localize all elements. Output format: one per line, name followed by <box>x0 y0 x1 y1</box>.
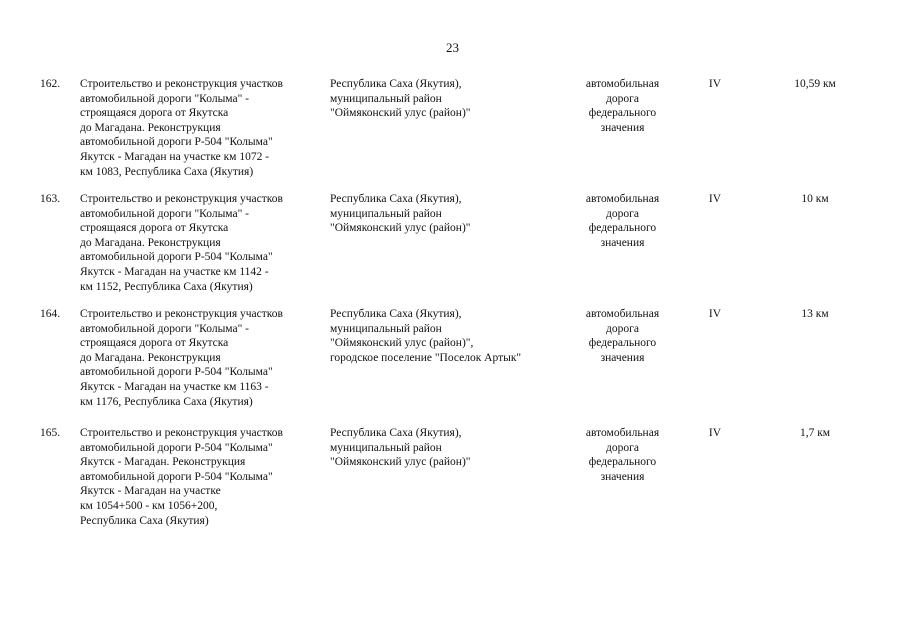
description-line: Строительство и реконструкция участков <box>80 427 283 439</box>
description-line: Якутск - Магадан на участке км 1142 - <box>80 265 269 278</box>
description-line: км 1176, Республика Саха (Якутия) <box>80 395 253 408</box>
description-line: автомобильной дороги Р-504 "Колыма" <box>80 136 273 149</box>
road-type-line: федерального <box>588 107 657 120</box>
road-category: IV <box>708 78 722 90</box>
description-line: Якутск - Магадан. Реконструкция <box>80 456 246 469</box>
description-line: Строительство и реконструкция участков <box>80 193 283 205</box>
object-location <box>330 77 565 121</box>
description-line: автомобильной дороги Р-504 "Колыма" <box>80 470 273 483</box>
road-type-line: автомобильная <box>585 308 660 320</box>
road-type <box>565 426 680 484</box>
row-number: 165. <box>40 427 61 439</box>
description-line: автомобильной дороги "Колыма" - <box>80 92 250 105</box>
road-length: 13 км <box>801 308 829 320</box>
road-type-line: автомобильная <box>585 427 660 439</box>
location-line: "Оймяконский улус (район)" <box>330 456 471 469</box>
description-line: до Магадана. Реконструкция <box>80 236 221 249</box>
road-type-line: дорога <box>606 322 639 335</box>
row-number: 164. <box>40 308 61 320</box>
road-type-line: значения <box>600 236 645 249</box>
road-type-line: значения <box>600 351 645 364</box>
road-type <box>565 192 680 250</box>
description-line: км 1083, Республика Саха (Якутия) <box>80 165 254 178</box>
description-line: строящаяся дорога от Якутска <box>80 222 229 235</box>
object-location <box>330 192 565 236</box>
description-line: Строительство и реконструкция участков <box>80 308 283 320</box>
description-line: строящаяся дорога от Якутска <box>80 337 229 350</box>
road-length: 1,7 км <box>799 427 831 439</box>
location-line: "Оймяконский улус (район)", <box>330 337 474 350</box>
object-description <box>80 192 320 294</box>
road-type-line: федерального <box>588 456 657 469</box>
road-type-line: автомобильная <box>585 193 660 205</box>
road-type-line: федерального <box>588 222 657 235</box>
description-line: до Магадана. Реконструкция <box>80 351 221 364</box>
page-number: 23 <box>446 40 459 55</box>
description-line: км 1054+500 - км 1056+200, <box>80 499 218 512</box>
location-line: Республика Саха (Якутия), <box>330 427 462 439</box>
row-number: 162. <box>40 78 61 90</box>
road-type-line: дорога <box>606 92 639 105</box>
location-line: муниципальный район <box>330 441 442 454</box>
road-category: IV <box>708 427 722 439</box>
description-line: автомобильной дороги "Колыма" - <box>80 322 250 335</box>
location-line: городское поселение "Поселок Артык" <box>330 351 522 364</box>
description-line: до Магадана. Реконструкция <box>80 121 221 134</box>
object-description <box>80 77 320 179</box>
description-line: км 1152, Республика Саха (Якутия) <box>80 280 253 293</box>
description-line: автомобильной дороги Р-504 "Колыма" <box>80 441 273 454</box>
row-number: 163. <box>40 193 61 205</box>
road-length: 10 км <box>801 193 829 205</box>
location-line: "Оймяконский улус (район)" <box>330 222 471 235</box>
road-type <box>565 307 680 365</box>
road-length: 10,59 км <box>794 78 836 90</box>
road-type-line: автомобильная <box>585 78 660 90</box>
location-line: Республика Саха (Якутия), <box>330 193 462 205</box>
road-type <box>565 77 680 135</box>
road-type-line: значения <box>600 470 645 483</box>
road-type-line: федерального <box>588 337 657 350</box>
description-line: Республика Саха (Якутия) <box>80 514 209 527</box>
road-category: IV <box>708 308 722 320</box>
road-type-line: значения <box>600 121 645 134</box>
location-line: муниципальный район <box>330 207 442 220</box>
location-line: "Оймяконский улус (район)" <box>330 107 471 120</box>
location-line: Республика Саха (Якутия), <box>330 308 462 320</box>
object-location <box>330 426 565 470</box>
location-line: муниципальный район <box>330 322 442 335</box>
description-line: Строительство и реконструкция участков <box>80 78 283 90</box>
description-line: автомобильной дороги "Колыма" - <box>80 207 250 220</box>
description-line: строящаяся дорога от Якутска <box>80 107 229 120</box>
description-line: Якутск - Магадан на участке км 1072 - <box>80 150 270 163</box>
description-line: автомобильной дороги Р-504 "Колыма" <box>80 366 273 379</box>
road-type-line: дорога <box>606 441 639 454</box>
object-description <box>80 426 320 528</box>
description-line: автомобильной дороги Р-504 "Колыма" <box>80 251 273 264</box>
road-category: IV <box>708 193 722 205</box>
object-location <box>330 307 565 365</box>
road-type-line: дорога <box>606 207 639 220</box>
location-line: муниципальный район <box>330 92 442 105</box>
description-line: Якутск - Магадан на участке км 1163 - <box>80 380 269 393</box>
description-line: Якутск - Магадан на участке <box>80 485 221 498</box>
object-description <box>80 307 320 409</box>
location-line: Республика Саха (Якутия), <box>330 78 462 90</box>
